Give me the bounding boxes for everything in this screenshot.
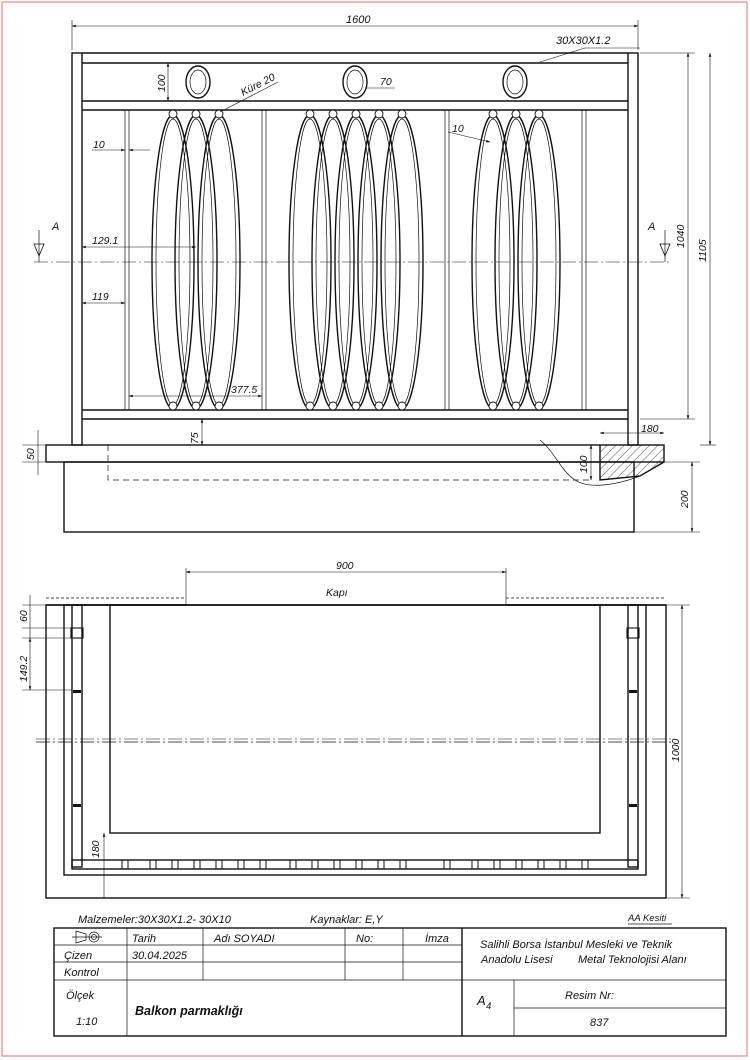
dim-bottom-gap: 75 [189,432,201,444]
plan-bottom-bars [122,860,588,869]
section-mark-left: A [52,221,60,233]
dim-sphere: Küre 20 [238,71,278,99]
dim-plan-149: 149.2 [18,655,30,682]
dim-overall-width: 1600 [346,14,371,26]
dim-offset-2: 119 [92,291,109,303]
dim-ring-width: 70 [380,76,392,88]
drawing-no: 837 [590,1017,609,1029]
col-no: No: [356,933,374,945]
dim-plan-180: 180 [90,840,102,858]
drawing-no-label: Resim Nr: [565,990,614,1002]
row-check: Kontrol [64,967,99,979]
dim-height-total: 1105 [697,239,709,262]
school-line-2: Anadolu Lisesi [481,954,553,966]
paper-size-sub: 4 [486,1001,492,1012]
top-rings [186,66,527,98]
dim-gap-left: 10 [93,139,105,151]
dim-ring-height: 100 [156,74,168,92]
paper-size: A [477,993,486,1008]
dim-base-left: 50 [25,448,37,460]
plan-view [18,560,690,898]
title-block [54,913,726,1036]
dim-slab: 100 [578,455,590,473]
section-mark-right: A [648,221,656,233]
dim-offset-1: 129.1 [92,235,119,247]
plan-post-marks [71,628,639,807]
dim-plan-door: 900 [336,560,354,572]
drawing-title: Balkon parmaklığı [135,1004,243,1018]
col-sign: İmza [425,933,449,945]
col-name: Adı SOYADI [214,933,275,945]
scale-label: Ölçek [66,990,95,1002]
sources-note: Kaynaklar: E,Y [310,914,383,926]
row-date-value: 30.04.2025 [132,950,188,962]
row-draw: Çizen [64,950,93,962]
scale-value: 1:10 [76,1016,98,1028]
col-date: Tarih [132,933,157,945]
materials-note: Malzemeler:30X30X1.2- 30X10 [78,914,231,926]
front-view [22,14,716,532]
dim-base-right: 200 [679,490,691,508]
spheres [169,110,543,410]
dim-wall-depth: 180 [641,423,659,435]
dim-plan-depth: 1000 [670,738,682,762]
dim-gap-right: 10 [452,123,464,135]
section-note: AA Kesiti [628,913,667,924]
school-dept: Metal Teknolojisi Alanı [578,954,687,966]
school-line-1: Salihli Borsa İstanbul Mesleki ve Teknik [480,939,673,951]
dim-plan-60: 60 [18,610,30,622]
dim-offset-3: 377.5 [231,384,258,396]
dim-height-inner: 1040 [675,224,687,248]
projection-symbol-icon [72,931,102,943]
door-label: Kapı [326,587,348,599]
dim-profile: 30X30X1.2 [556,35,611,47]
